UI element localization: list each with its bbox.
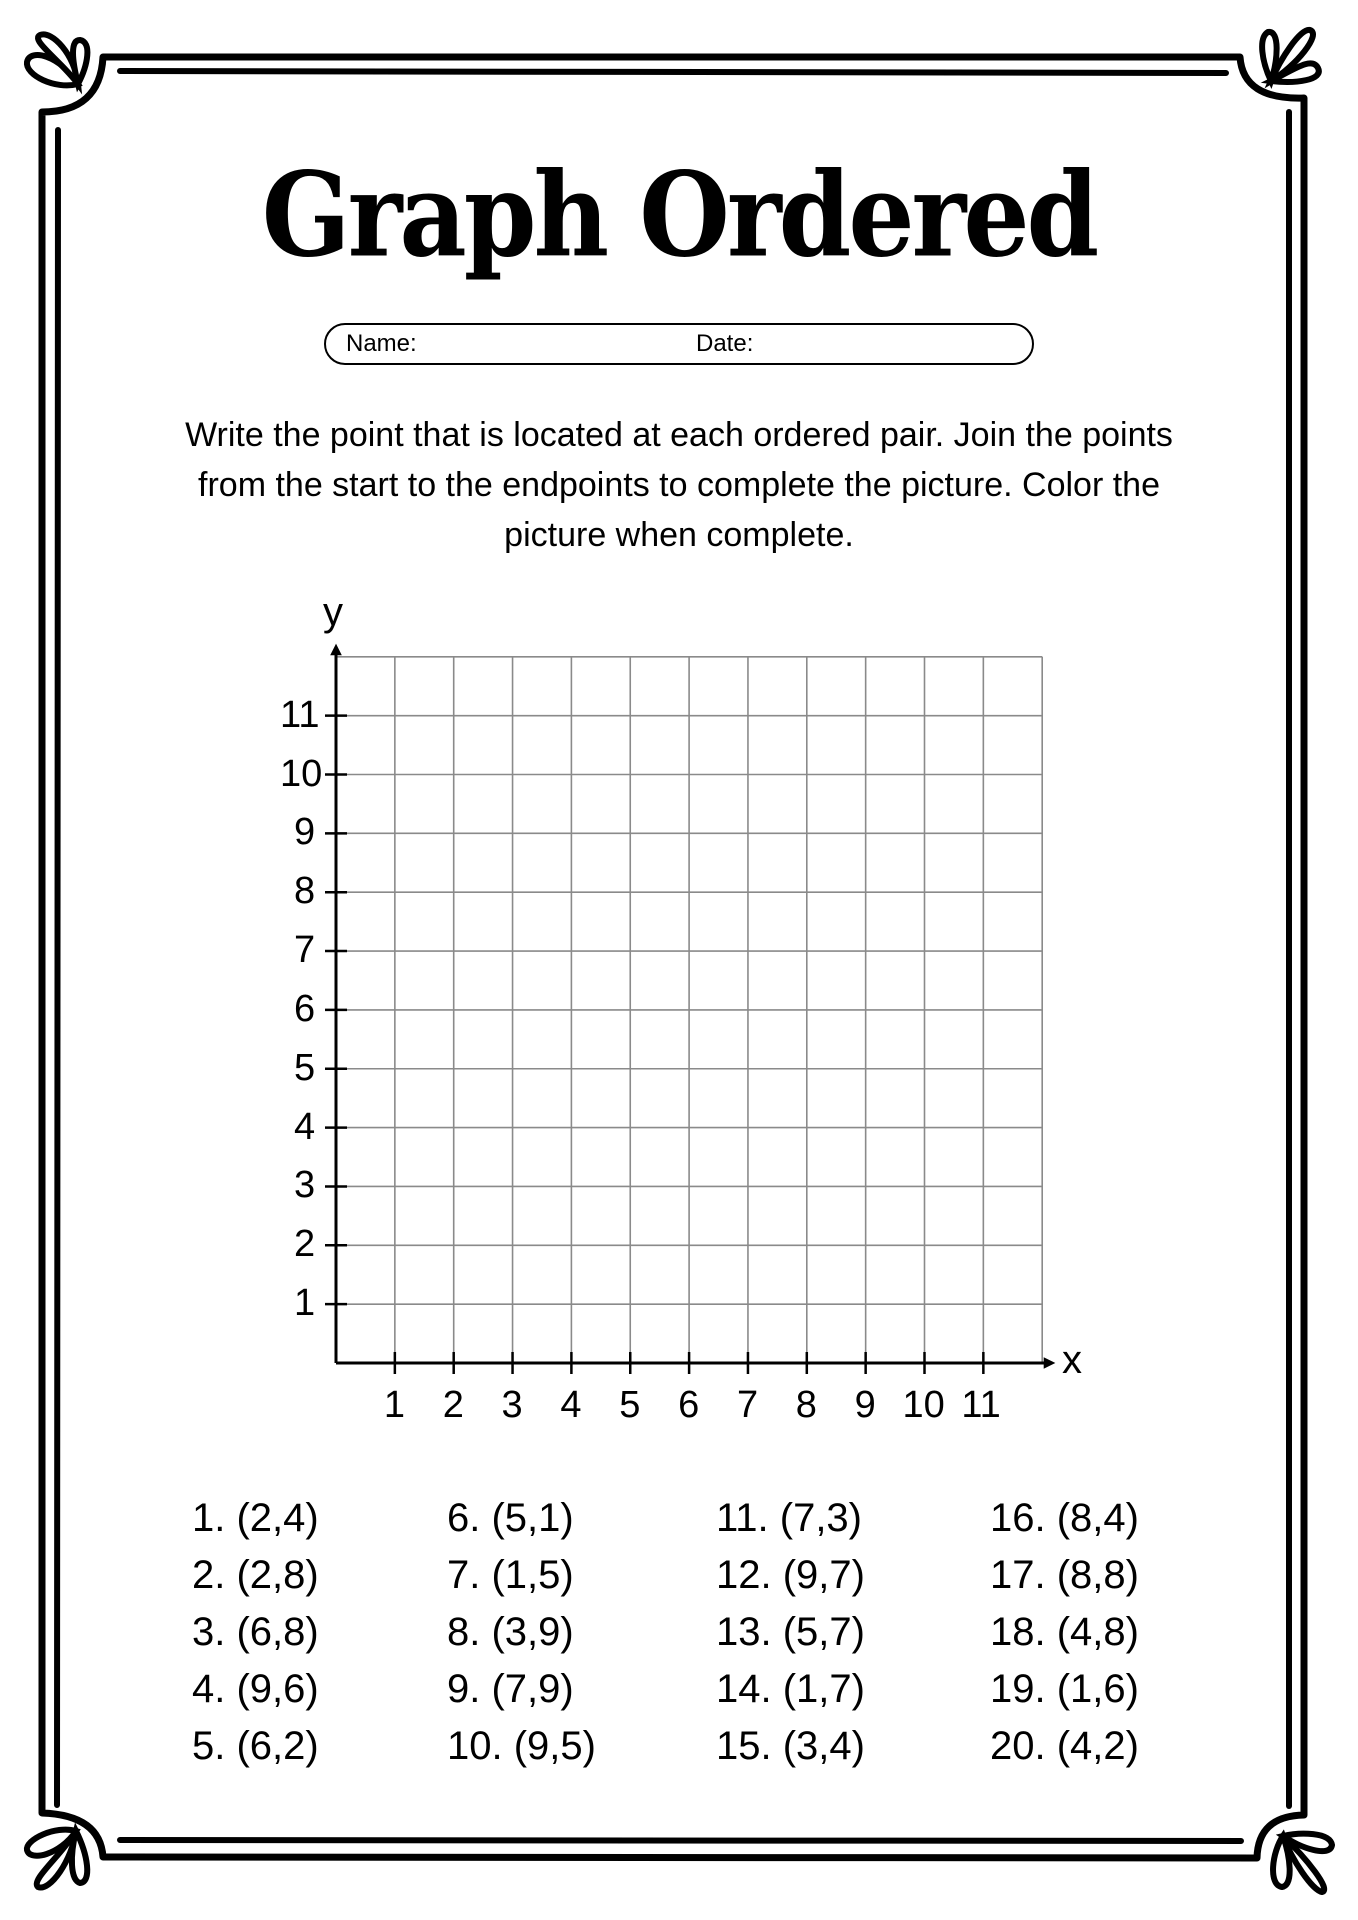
y-tick-label: 10 [280,752,323,795]
y-tick-label: 5 [294,1046,316,1089]
y-tick-label: 6 [294,987,316,1030]
x-tick-label: 8 [795,1384,817,1426]
x-tick-label: 6 [678,1384,700,1426]
pair-item: 19. (1,6) [990,1667,1139,1711]
y-tick-label: 9 [294,811,316,854]
y-tick-label: 11 [280,693,320,736]
pair-item: 20. (4,2) [990,1724,1139,1768]
y-tick-label: 2 [294,1223,316,1266]
pair-item: 10. (9,5) [447,1724,596,1768]
y-tick-label: 8 [294,870,316,913]
pair-item: 14. (1,7) [716,1667,865,1711]
worksheet-title: Graph Ordered [261,145,1097,284]
y-tick-label: 3 [294,1164,316,1207]
x-tick-label: 7 [736,1384,759,1426]
pairs-column-4 [990,1490,1139,1775]
pair-item: 7. (1,5) [447,1553,574,1597]
y-axis-label: y [323,590,343,634]
x-tick-label: 5 [619,1384,641,1426]
pair-item: 11. (7,3) [716,1496,862,1540]
pair-item: 6. (5,1) [447,1496,574,1540]
x-tick-label: 9 [854,1384,876,1426]
instructions-text: Write the point that is located at each ordered pair. Join the points from the start to the endpoints to complete the picture. Color the picture when complete. [185,416,1173,554]
pair-item: 5. (6,2) [192,1724,319,1768]
pair-item: 12. (9,7) [716,1553,865,1597]
pair-item: 17. (8,8) [990,1553,1139,1597]
pairs-column-2 [447,1490,596,1775]
pair-item: 1. (2,4) [192,1496,319,1540]
pair-item: 18. (4,8) [990,1610,1139,1654]
pair-item: 8. (3,9) [447,1610,574,1654]
pair-item: 9. (7,9) [447,1667,574,1711]
x-tick-label: 4 [560,1384,582,1426]
pairs-column-1 [192,1490,319,1775]
pair-item: 3. (6,8) [192,1610,319,1654]
pair-item: 13. (5,7) [716,1610,865,1654]
x-axis-label: x [1062,1338,1082,1382]
pair-item: 16. (8,4) [990,1496,1139,1540]
ordered-pairs-list [0,1490,1358,1790]
y-tick-label: 4 [294,1105,316,1148]
y-tick-label: 7 [294,929,316,972]
x-tick-label: 2 [442,1384,464,1426]
date-label: Date: [696,330,754,357]
pairs-column-3 [716,1490,865,1775]
pair-item: 15. (3,4) [716,1724,865,1768]
y-tick-label: 1 [294,1282,316,1325]
pair-item: 4. (9,6) [192,1667,319,1711]
x-tick-label: 10 [902,1384,945,1426]
pair-item: 2. (2,8) [192,1553,319,1597]
x-tick-label: 1 [383,1384,405,1426]
name-label: Name: [346,330,417,357]
x-tick-label: 11 [961,1384,1001,1426]
x-tick-label: 3 [501,1384,523,1426]
